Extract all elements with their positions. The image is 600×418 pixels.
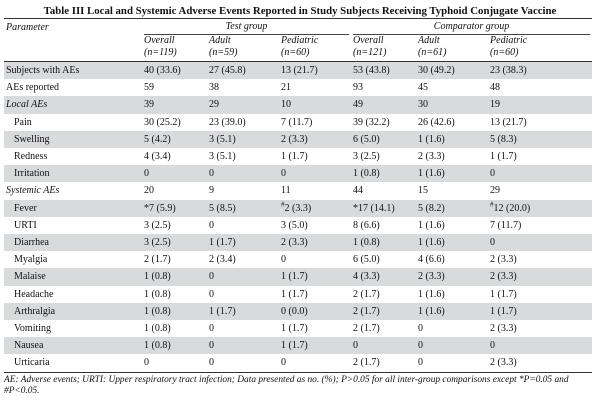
table-cell: 0 — [281, 254, 286, 266]
column-header-label: Pediatric — [490, 35, 528, 46]
table-cell: 1 (1.6) — [416, 131, 488, 148]
comparator-group-label: Comparator group — [353, 20, 590, 35]
table-cell: 5 (8.3) — [488, 131, 592, 148]
table-cell: 53 (43.8) — [351, 62, 416, 80]
table-cell: 10 — [279, 96, 351, 113]
column-header-label: Adult — [418, 35, 440, 46]
table-cell: 0 — [209, 323, 214, 335]
table-cell: 48 — [490, 82, 501, 94]
table-cell: 1 (1.7) — [281, 323, 308, 335]
table-row — [4, 337, 592, 354]
table-cell: *7 (5.9) — [142, 200, 207, 217]
comparator-group-header — [351, 19, 592, 36]
column-header — [351, 35, 416, 62]
test-group-header — [142, 19, 351, 36]
row-label: Headache — [14, 288, 54, 300]
row-label: Malaise — [4, 268, 142, 285]
table-cell: 13 (21.7) — [490, 116, 527, 128]
column-header-n: (n=59) — [209, 47, 238, 58]
table-cell: 23 (39.0) — [209, 116, 246, 128]
table-row — [4, 148, 592, 165]
table-cell: 39 — [142, 96, 207, 113]
table-row — [4, 217, 592, 234]
table-cell: 0 — [488, 337, 592, 354]
table-cell: 2 (3.3) — [488, 268, 592, 285]
column-header-label: Adult — [209, 35, 231, 46]
table-cell: 2 (1.7) — [353, 288, 380, 300]
table-cell: 0 (0.0) — [279, 303, 351, 320]
table-row — [4, 96, 592, 113]
table-row — [4, 320, 592, 337]
table-cell: 1 (1.7) — [207, 303, 279, 320]
table-row — [4, 131, 592, 148]
table-cell: 45 — [418, 82, 429, 94]
table-cell: 49 — [351, 96, 416, 113]
row-label: Fever — [4, 200, 142, 217]
table-cell: 38 — [209, 82, 219, 94]
table-cell: 11 — [281, 185, 291, 197]
table-title: Table III Local and Systemic Adverse Events Reported in Study Subjects Receiving Typhoid Conjugate Vaccine — [43, 5, 557, 17]
table-cell: 0 — [416, 337, 488, 354]
column-header-n: (n=60) — [490, 47, 519, 58]
table-body — [4, 62, 592, 373]
table-footnote — [4, 375, 592, 397]
table-cell: 1 (1.6) — [416, 303, 488, 320]
table-cell: 1 (1.7) — [279, 337, 351, 354]
row-label: Vomiting — [14, 323, 52, 335]
row-label: Systemic AEs — [6, 185, 60, 197]
table-row — [4, 354, 592, 372]
table-cell: 0 — [416, 354, 488, 372]
table-cell: 21 — [281, 82, 291, 94]
table-cell: 9 — [209, 185, 214, 197]
table-cell: #2 (3.3) — [279, 200, 351, 217]
table-cell: 1 (1.6) — [418, 288, 445, 300]
table-cell: 1 (1.7) — [281, 151, 308, 163]
table-cell: 0 — [209, 288, 214, 300]
table-cell: 3 (5.0) — [281, 219, 308, 231]
parameter-header: Parameter — [4, 19, 142, 36]
table-cell: 6 (5.0) — [353, 254, 380, 266]
table-cell: 1 (0.8) — [351, 234, 416, 251]
table-cell: 1 (1.7) — [281, 288, 308, 300]
table-cell: 2 (3.3) — [279, 234, 351, 251]
column-header-n: (n=119) — [144, 47, 177, 58]
table-cell: 2 (3.3) — [279, 131, 351, 148]
column-header-n: (n=121) — [353, 47, 387, 58]
table-cell: 2 (1.7) — [351, 303, 416, 320]
table-row — [4, 268, 592, 285]
row-label: Irritation — [4, 165, 142, 182]
table-cell: 2 (3.4) — [209, 254, 236, 266]
table-cell: 59 — [144, 82, 154, 94]
table-cell: 0 — [418, 323, 424, 335]
table-cell: 1 (0.8) — [142, 337, 207, 354]
table-cell: 30 (49.2) — [416, 62, 488, 80]
table-row — [4, 165, 592, 182]
table-cell: 0 — [488, 165, 592, 182]
row-label: Arthralgia — [4, 303, 142, 320]
row-label: Pain — [14, 116, 32, 128]
table-cell: 30 — [416, 96, 488, 113]
table-cell: 0 — [279, 165, 351, 182]
row-label: Diarrhea — [4, 234, 142, 251]
table-cell: 3 (5.1) — [207, 131, 279, 148]
table-cell: 1 (1.7) — [488, 303, 592, 320]
row-label: AEs reported — [6, 82, 60, 94]
table-cell: 1 (0.8) — [142, 303, 207, 320]
row-label: Urticaria — [4, 354, 142, 372]
column-header-label: Overall — [144, 35, 175, 46]
table-cell: 1 (0.8) — [351, 165, 416, 182]
table-cell: 5 (8.5) — [207, 200, 279, 217]
table-cell: 4 (3.3) — [351, 268, 416, 285]
table-cell: 19 — [488, 96, 592, 113]
table-cell: 3 (2.5) — [142, 234, 207, 251]
row-label: Local AEs — [4, 96, 142, 113]
table-row — [4, 200, 592, 217]
column-header — [142, 35, 207, 62]
row-label: Myalgia — [14, 254, 48, 266]
table-row — [4, 79, 592, 96]
table-cell: 2 (3.3) — [418, 151, 445, 163]
table-row — [4, 303, 592, 320]
table-row — [4, 62, 592, 80]
column-header — [207, 35, 279, 62]
table-cell: 0 — [351, 337, 416, 354]
table-cell: 29 — [490, 185, 501, 197]
header-spacer — [4, 35, 142, 62]
table-cell: 4 (3.4) — [144, 151, 171, 163]
table-cell: 6 (5.0) — [351, 131, 416, 148]
table-cell: 2 (3.3) — [488, 354, 592, 372]
row-label: Nausea — [4, 337, 142, 354]
table-row — [4, 286, 592, 303]
table-cell: #12 (20.0) — [488, 200, 592, 217]
column-header-n: (n=61) — [418, 47, 447, 58]
table-cell: 1 (1.6) — [418, 219, 445, 231]
table-row — [4, 234, 592, 251]
table-row — [4, 114, 592, 131]
table-cell: 0 — [209, 219, 214, 231]
table-cell: 7 (11.7) — [490, 219, 522, 231]
table-cell: 1 (0.8) — [142, 268, 207, 285]
table-cell: 3 (2.5) — [144, 219, 171, 231]
footnote-text: AE: Adverse events; URTI: Upper respiratory tract infection; Data presented as no. (%); P>0.05 for all inter-group comparisons except *P=0.05 and #P<0.05. — [4, 374, 569, 396]
table-cell: 7 (11.7) — [281, 116, 313, 128]
table-row — [4, 251, 592, 268]
table-cell: 0 — [488, 234, 592, 251]
table-cell: 5 (4.2) — [142, 131, 207, 148]
table-cell: 0 — [279, 354, 351, 372]
table-cell: 0 — [207, 337, 279, 354]
header-row-columns — [4, 35, 592, 62]
table-cell: 1 (1.7) — [490, 151, 517, 163]
table-cell: 40 (33.6) — [142, 62, 207, 80]
table-cell: 2 (1.7) — [351, 354, 416, 372]
table-cell: 0 — [207, 354, 279, 372]
table-cell: 1 (0.8) — [144, 288, 171, 300]
table-cell: 29 — [207, 96, 279, 113]
table-cell: 1 (1.7) — [207, 234, 279, 251]
table-cell: *17 (14.1) — [351, 200, 416, 217]
table-cell: 20 — [144, 185, 154, 197]
table-cell: 0 — [207, 165, 279, 182]
row-label: Subjects with AEs — [4, 62, 142, 80]
adverse-events-table — [4, 18, 592, 373]
column-header — [416, 35, 488, 62]
header-row-groups — [4, 19, 592, 36]
table-cell: 2 (3.3) — [416, 268, 488, 285]
column-header — [279, 35, 351, 62]
column-header — [488, 35, 592, 62]
column-header-n: (n=60) — [281, 47, 310, 58]
table-cell: 30 (25.2) — [144, 116, 181, 128]
test-group-label: Test group — [144, 20, 349, 35]
table-cell: 93 — [353, 82, 364, 94]
table-cell: 44 — [353, 185, 364, 197]
table-cell: 4 (6.6) — [418, 254, 445, 266]
column-header-label: Pediatric — [281, 35, 319, 46]
table-cell: 2 (3.3) — [490, 254, 517, 266]
table-cell: 0 — [142, 354, 207, 372]
table-cell: 0 — [142, 165, 207, 182]
table-cell: 5 (8.2) — [416, 200, 488, 217]
table-cell: 1 (1.6) — [416, 165, 488, 182]
table-cell: 3 (5.1) — [209, 151, 236, 163]
table-cell: 8 (6.6) — [353, 219, 380, 231]
column-header-label: Overall — [353, 35, 384, 46]
table-cell: 15 — [418, 185, 429, 197]
row-label: Redness — [14, 151, 48, 163]
table-cell: 13 (21.7) — [279, 62, 351, 80]
table-cell: 2 (1.7) — [353, 323, 380, 335]
row-label: Swelling — [4, 131, 142, 148]
table-cell: 27 (45.8) — [207, 62, 279, 80]
table-cell: 23 (38.3) — [488, 62, 592, 80]
table-row — [4, 182, 592, 199]
table-cell: 0 — [207, 268, 279, 285]
table-cell: 2 (3.3) — [490, 323, 517, 335]
table-cell: 26 (42.6) — [418, 116, 455, 128]
table-cell: 39 (32.2) — [353, 116, 390, 128]
table-cell: 1 (0.8) — [144, 323, 171, 335]
table-cell: 1 (1.7) — [490, 288, 517, 300]
table-cell: 2 (1.7) — [144, 254, 171, 266]
table-cell: 1 (1.6) — [416, 234, 488, 251]
row-label: URTI — [14, 219, 37, 231]
table-cell: 1 (1.7) — [279, 268, 351, 285]
table-cell: 3 (2.5) — [353, 151, 380, 163]
